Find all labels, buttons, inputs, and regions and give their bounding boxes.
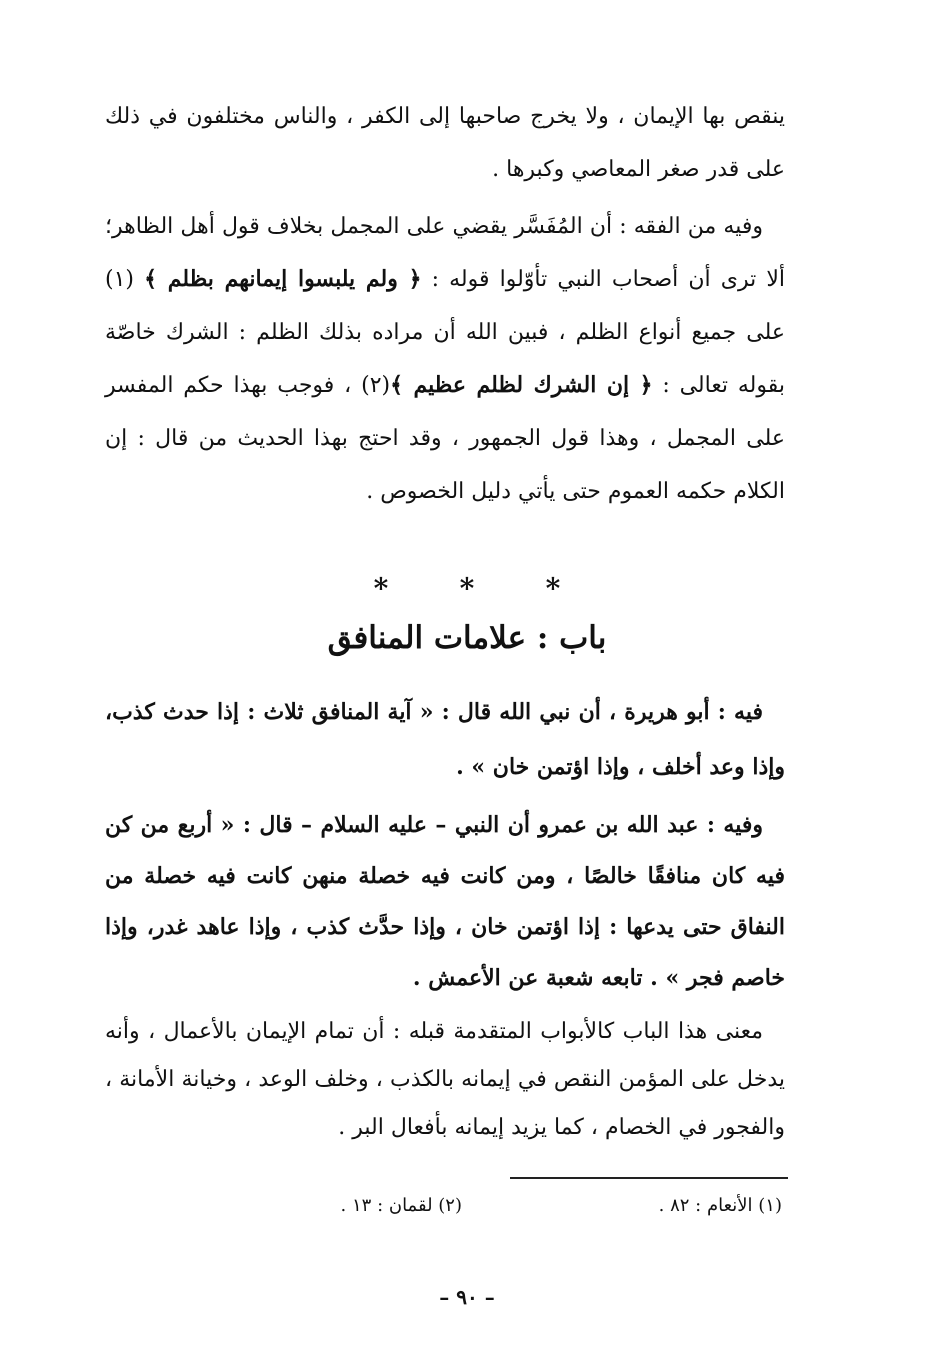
commentary-paragraph: [105, 1008, 785, 1152]
fiqh-text-part-3: ، فوجب بهذا حكم المفسر على المجمل ، وهذا قول الجمهور ، وقد احتج بهذا الحديث من قال : إن الكلام حكمه العموم حتى يأتي دليل الخصوص .: [105, 373, 785, 504]
footnote-2: (٢) لقمان : ١٣ .: [340, 1195, 462, 1216]
section-separator: [0, 572, 934, 605]
footnote-ref-1: (١): [105, 267, 145, 292]
hadith-abu-hurayra: [105, 685, 785, 795]
paragraph-continuation: [105, 90, 785, 196]
fiqh-text-part-1: وفيه من الفقه : أن المُفَسَّر يقضي على المجمل بخلاف قول أهل الظاهر؛ ألا ترى أن أصحاب النبي تأوّلوا قوله :: [105, 214, 785, 292]
footnote-1: (١) الأنعام : ٨٢ .: [658, 1195, 782, 1216]
footnote-divider: [510, 1177, 788, 1179]
chapter-title: باب : علامات المنافق: [327, 620, 607, 656]
hadith-text: فيه : أبو هريرة ، أن نبي الله قال : « آية المنافق ثلاث : إذا حدث كذب، وإذا وعد أخلف ، وإذا اؤتمن خان » .: [105, 699, 785, 780]
footnote-ref-2: (٢): [361, 373, 391, 398]
fiqh-text-part-2: على جميع أنواع الظلم ، فبين الله أن مراده بذلك الظلم : الشرك خاصّة بقوله تعالى :: [105, 320, 786, 398]
paragraph-fiqh-text: [105, 200, 785, 518]
quran-quote-2: ﴿ إن الشرك لظلم عظيم ﴾: [390, 372, 653, 398]
separator-star: *: [545, 572, 561, 605]
quran-quote-1: ﴿ ولم يلبسوا إيمانهم بظلم ﴾: [144, 266, 422, 292]
hadith-abdullah-ibn-amr: [105, 800, 785, 1004]
hadith-text: وفيه : عبد الله بن عمرو أن النبي – عليه السلام – قال : « أربع من كن فيه كان منافقًا خالصًا ، ومن كانت فيه خصلة منهن كانت فيه خصلة من النفاق حتى يدعها : إذا اؤتمن خان ، وإذا حدَّث كذب ، وإذا عاهد غدر، وإذا خاصم فجر » . تابعه شعبة عن الأعمش .: [105, 812, 785, 991]
page-number: – ٩٠ –: [439, 1285, 495, 1309]
paragraph-fiqh: [105, 200, 785, 518]
paragraph-text: ينقص بها الإيمان ، ولا يخرج صاحبها إلى الكفر ، والناس مختلفون في ذلك على قدر صغر المعاصي وكبرها .: [105, 104, 785, 182]
separator-star: *: [373, 572, 389, 605]
commentary-text: معنى هذا الباب كالأبواب المتقدمة قبله : أن تمام الإيمان بالأعمال ، وأنه يدخل على المؤمن النقص في إيمانه بالكذب ، وخلف الوعد ، وخيانة الأمانة ، والفجور في الخصام ، كما يزيد إيمانه بأفعال البر .: [105, 1019, 785, 1140]
separator-star: *: [459, 572, 475, 605]
